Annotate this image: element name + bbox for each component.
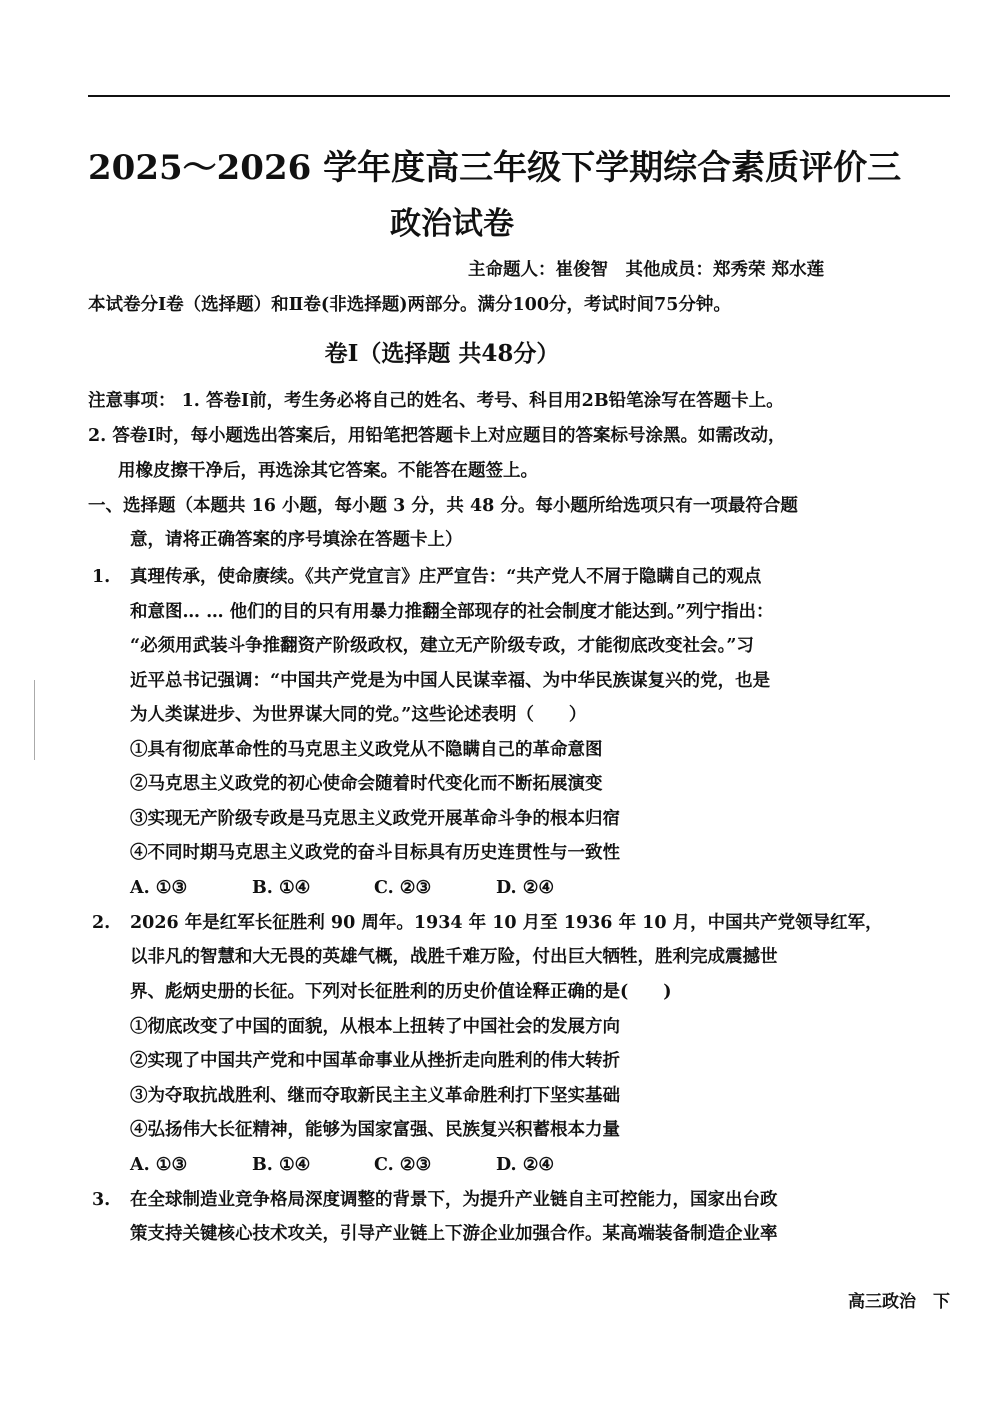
question-stem-line: 策支持关键核心技术攻关，引导产业链上下游企业加强合作。某高端装备制造企业率 xyxy=(130,1224,778,1244)
statement: ②马克思主义政党的初心使命会随着时代变化而不断拓展演变 xyxy=(130,774,603,794)
statement: ③实现无产阶级专政是马克思主义政党开展革命斗争的根本归宿 xyxy=(130,809,620,829)
question-number: 1. xyxy=(92,567,111,587)
exam-subtitle: 政治试卷 xyxy=(390,206,514,242)
top-divider xyxy=(88,95,950,97)
section-heading: 卷Ⅰ（选择题 共48分） xyxy=(324,340,560,367)
notes-line: 2. 答卷Ⅰ时，每小题选出答案后，用铅笔把答题卡上对应题目的答案标号涂黑。如需改动， xyxy=(88,426,786,446)
option-c[interactable]: C. ②③ xyxy=(374,878,432,898)
option-b[interactable]: B. ①④ xyxy=(252,1155,311,1175)
statement: ④弘扬伟大长征精神，能够为国家富强、民族复兴积蓄根本力量 xyxy=(130,1120,620,1140)
answer-options xyxy=(130,1153,618,1177)
answer-options xyxy=(130,876,618,900)
option-d[interactable]: D. ②④ xyxy=(496,878,555,898)
question-stem-line: 真理传承，使命赓续。《共产党宣言》庄严宣告：“共产党人不屑于隐瞒自己的观点 xyxy=(130,567,762,587)
statement: ②实现了中国共产党和中国革命事业从挫折走向胜利的伟大转折 xyxy=(130,1051,620,1071)
exam-title: 2025～2026 学年度高三年级下学期综合素质评价三 xyxy=(88,148,902,188)
option-d[interactable]: D. ②④ xyxy=(496,1155,555,1175)
notes-line: 用橡皮擦干净后，再选涂其它答案。不能答在题签上。 xyxy=(118,461,538,481)
scan-edge-mark xyxy=(34,680,35,760)
question-stem-line: 在全球制造业竞争格局深度调整的背景下，为提升产业链自主可控能力，国家出台政 xyxy=(130,1190,778,1210)
notes-line: 注意事项： 1. 答卷Ⅰ前，考生务必将自己的姓名、考号、科目用2B铅笔涂写在答题卡上。 xyxy=(88,391,784,411)
question-stem-line: 界、彪炳史册的长征。下列对长征胜利的历史价值诠释正确的是( ) xyxy=(130,982,672,1002)
statement: ①彻底改变了中国的面貌，从根本上扭转了中国社会的发展方向 xyxy=(130,1017,620,1037)
intro-line: 本试卷分Ⅰ卷（选择题）和Ⅱ卷(非选择题)两部分。满分100分，考试时间75分钟。 xyxy=(88,295,731,315)
instruction-line: 意，请将正确答案的序号填涂在答题卡上） xyxy=(130,530,463,550)
question-stem-line: 以非凡的智慧和大无畏的英雄气概，战胜千难万险，付出巨大牺牲，胜利完成震撼世 xyxy=(130,947,778,967)
question-number: 2. xyxy=(92,913,111,933)
page-footer: 高三政治 下 xyxy=(848,1292,950,1312)
option-a[interactable]: A. ①③ xyxy=(130,1155,188,1175)
statement: ①具有彻底革命性的马克思主义政党从不隐瞒自己的革命意图 xyxy=(130,740,603,760)
question-stem-line: 为人类谋进步、为世界谋大同的党。”这些论述表明（ ） xyxy=(130,705,587,725)
question-number: 3. xyxy=(92,1190,111,1210)
question-stem-line: 近平总书记强调：“中国共产党是为中国人民谋幸福、为中华民族谋复兴的党，也是 xyxy=(130,671,771,691)
question-stem-line: 2026 年是红军长征胜利 90 周年。1934 年 10 月至 1936 年 10 月，中国共产党领导红军， xyxy=(130,913,883,933)
question-stem-line: 和意图… … 他们的目的只有用暴力推翻全部现存的社会制度才能达到。”列宁指出： xyxy=(130,602,774,622)
option-a[interactable]: A. ①③ xyxy=(130,878,188,898)
statement: ④不同时期马克思主义政党的奋斗目标具有历史连贯性与一致性 xyxy=(130,843,620,863)
instruction-line: 一、选择题（本题共 16 小题，每小题 3 分，共 48 分。每小题所给选项只有一项最符合题 xyxy=(88,496,798,516)
authors-line: 主命题人：崔俊智 其他成员：郑秀荣 郑水莲 xyxy=(468,260,825,280)
option-c[interactable]: C. ②③ xyxy=(374,1155,432,1175)
question-stem-line: “必须用武装斗争推翻资产阶级政权，建立无产阶级专政，才能彻底改变社会。”习 xyxy=(130,636,754,656)
statement: ③为夺取抗战胜利、继而夺取新民主主义革命胜利打下坚实基础 xyxy=(130,1086,620,1106)
option-b[interactable]: B. ①④ xyxy=(252,878,311,898)
